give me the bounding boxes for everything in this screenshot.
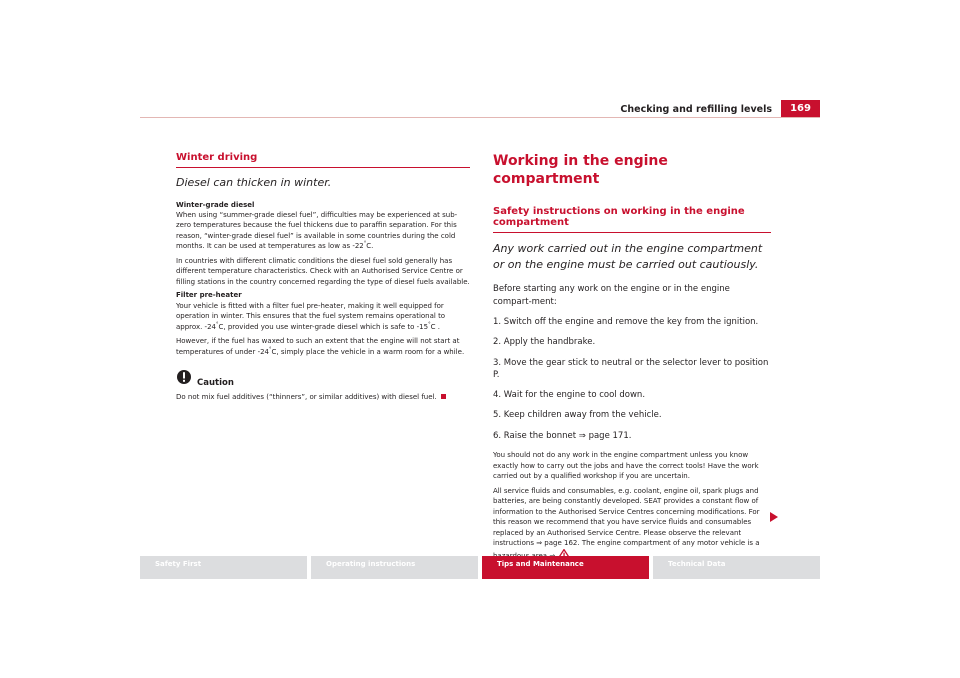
paragraph bbox=[176, 210, 470, 252]
right-column bbox=[493, 152, 771, 567]
end-of-section-marker bbox=[441, 394, 446, 399]
paragraph bbox=[176, 301, 470, 333]
step-item-raise-bonnet: 6. Raise the bonnet ⇒ page 171. bbox=[493, 430, 632, 441]
step-item: 5. Keep children away from the vehicle. bbox=[493, 410, 662, 421]
degree-sup: ° bbox=[216, 321, 219, 328]
subheading-filter-pre-heater: Filter pre-heater bbox=[176, 291, 242, 300]
chapter-title: Working in the engine compartment bbox=[493, 153, 668, 188]
step-item: 3. Move the gear stick to neutral or the selector lever to position P. bbox=[493, 357, 769, 380]
lead-text: Any work carried out in the engine compartment or on the engine must be carried out cautiously. bbox=[493, 242, 763, 272]
footer-nav bbox=[140, 556, 820, 579]
left-column bbox=[176, 152, 470, 407]
text: Do not mix fuel additives (“thinners”, or similar additives) with diesel fuel. bbox=[176, 393, 437, 402]
text: C, provided you use winter-grade diesel which is safe to -15 bbox=[218, 322, 429, 331]
caution-label: Caution bbox=[197, 377, 234, 388]
text: C . bbox=[430, 322, 440, 331]
step-item: 4. Wait for the engine to cool down. bbox=[493, 390, 646, 401]
degree-sup: ° bbox=[269, 346, 272, 353]
lead-text: Diesel can thicken in winter. bbox=[176, 176, 332, 189]
text: However, if the fuel has waxed to such an extent that the engine will not start at temperatures of under -24 bbox=[176, 337, 460, 356]
text: C, simply place the vehicle in a warm room for a while. bbox=[271, 347, 465, 356]
intro-paragraph: Before starting any work on the engine or in the engine compart-ment: bbox=[493, 284, 730, 307]
caution-exclamation-icon bbox=[176, 369, 192, 389]
next-page-arrow-icon[interactable] bbox=[770, 507, 778, 526]
section-title-winter-driving: Winter driving bbox=[176, 152, 470, 168]
tab-technical-data[interactable]: Technical Data bbox=[653, 556, 820, 579]
paragraph: You should not do any work in the engine compartment unless you know exactly how to carry out the jobs and have the correct tools! Have the work carried out by a qualified workshop if you are uncertain. bbox=[493, 451, 759, 481]
paragraph bbox=[176, 336, 470, 357]
subheading-winter-grade-diesel: Winter-grade diesel bbox=[176, 200, 255, 209]
paragraph: In countries with different climatic conditions the diesel fuel sold generally has different temperature characteristics. Check with an Authorised Service Centre or filling stations in the country concerned regarding the type of diesel fuels available. bbox=[176, 256, 470, 286]
degree-sup: ° bbox=[428, 321, 431, 328]
tab-safety-first[interactable]: Safety First bbox=[140, 556, 307, 579]
section-title-safety-instructions: Safety instructions on working in the engine compartment bbox=[493, 206, 771, 233]
paragraph bbox=[493, 486, 771, 564]
tab-operating-instructions[interactable]: Operating instructions bbox=[311, 556, 478, 579]
text: When using “summer-grade diesel fuel”, difficulties may be experienced at sub-zero temperatures because the fuel thickens due to paraffin separation. For this reason, “winter-grade diesel fuel” is available in some countries during the cold months. It can be used at temperatures as low as -22 bbox=[176, 210, 458, 251]
text: C. bbox=[366, 242, 374, 251]
header-rule bbox=[140, 117, 820, 118]
caution-text bbox=[176, 392, 470, 403]
step-item: 1. Switch off the engine and remove the key from the ignition. bbox=[493, 316, 759, 327]
page-number: 169 bbox=[781, 100, 820, 117]
step-item: 2. Apply the handbrake. bbox=[493, 337, 596, 348]
tab-tips-and-maintenance[interactable]: Tips and Maintenance bbox=[482, 556, 649, 579]
steps-list bbox=[493, 316, 771, 442]
text: Your vehicle is fitted with a filter fuel pre-heater, making it well equipped for operation in winter. This ensures that the fuel system remains operational to approx. -24 bbox=[176, 301, 446, 331]
caution-header bbox=[176, 369, 470, 389]
running-title: Checking and refilling levels bbox=[620, 104, 772, 115]
degree-sup: ° bbox=[363, 241, 367, 248]
text: All service fluids and consumables, e.g. coolant, engine oil, spark plugs and batteries, are being constantly developed. SEAT provides a constant flow of information to the Authorised Service Centres concerning modifications. For this reason we recommend that you have service fluids and consumables replaced by an Authorised Service Centre. Please observe the relevant instructions ⇒ page 162. The engine compartment of any motor vehicle is a bbox=[493, 486, 760, 548]
